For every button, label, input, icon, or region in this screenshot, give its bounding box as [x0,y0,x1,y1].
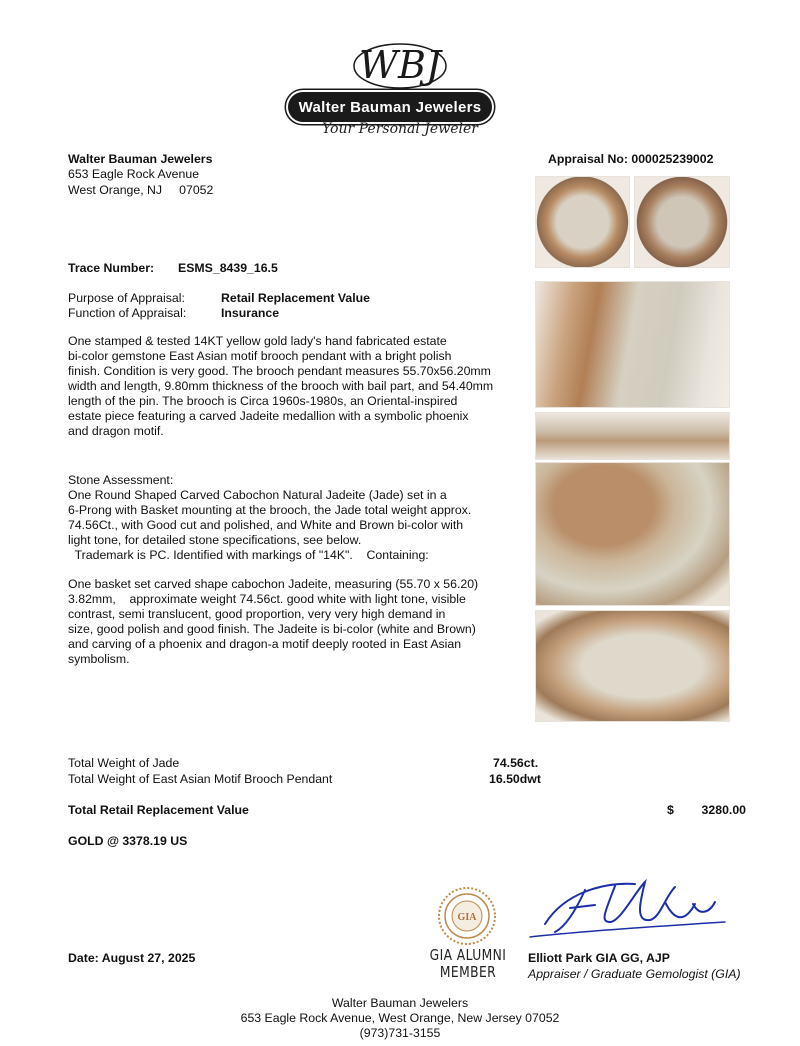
stone-assessment-line: 74.56Ct., with Good cut and polished, and White and Brown bi-color with [68,518,464,532]
phoenix-carving-photo [535,462,730,606]
business-name: Walter Bauman Jewelers [68,152,213,166]
address-line1: 653 Eagle Rock Avenue [68,167,200,181]
description-line: finish. Condition is very good. The brooch pendant measures 55.70x56.20mm [68,364,491,378]
signature-image [525,872,735,952]
function-label: Function of Appraisal: [68,306,187,320]
stone-assessment-line: One Round Shaped Carved Cabochon Natural Jadeite (Jade) set in a [68,488,447,502]
appraisal-number: Appraisal No: 000025239002 [548,152,714,166]
brooch-weight-value: 16.50dwt [489,772,541,786]
brooch-weight-label: Total Weight of East Asian Motif Brooch Pendant [68,772,333,786]
jade-weight-value: 74.56ct. [493,756,539,770]
description-line: estate piece featuring a carved Jadeite medallion with a symbolic phoenix [68,409,469,423]
stone-assessment-line: light tone, for detailed stone specifications, see below. [68,533,362,547]
appraisal-date: Date: August 27, 2025 [68,951,196,965]
gia-line2: MEMBER [439,963,497,981]
stone-detail-line: One basket set carved shape cabochon Jadeite, measuring (55.70 x 56.20) [68,577,479,591]
description-line: width and length, 9.80mm thickness of the brooch with bail part, and 54.40mm [68,379,494,393]
stone-detail-line: contrast, semi translucent, good proportion, very very high demand in [68,607,446,621]
brooch-pin-photo [535,281,730,408]
brooch-side-photo [535,412,730,460]
logo-banner [288,92,492,122]
retail-value: 3280.00 [701,803,746,817]
stone-detail [68,577,528,667]
trace-value: ESMS_8439_16.5 [178,261,278,275]
gia-alumni-text [429,947,508,981]
gia-line1: GIA ALUMNI [429,946,507,964]
stone-assessment [68,473,528,563]
item-description [68,334,528,439]
stone-assessment-line: Trademark is PC. Identified with markings of "14K". Containing: [68,548,429,562]
description-line: length of the pin. The brooch is Circa 1960s-1980s, an Oriental-inspired [68,394,458,408]
footer-name: Walter Bauman Jewelers [331,996,469,1010]
appraiser-name: Elliott Park GIA GG, AJP [528,951,670,965]
purpose-label: Purpose of Appraisal: [68,291,185,305]
jade-weight-label: Total Weight of Jade [68,756,180,770]
brooch-front-photo [535,176,630,268]
description-line: One stamped & tested 14KT yellow gold lady's hand fabricated estate [68,334,447,348]
stone-detail-line: size, good polish and good finish. The Jadeite is bi-color (white and Brown) [68,622,476,636]
retail-value-label: Total Retail Replacement Value [68,803,249,817]
footer-phone: (973)731-3155 [359,1026,441,1040]
brooch-back-photo [634,176,730,268]
wbj-monogram-logo [320,36,480,92]
stone-assessment-line: Stone Assessment: [68,473,174,487]
currency-symbol: $ [667,803,674,817]
gold-price: GOLD @ 3378.19 US [68,834,188,848]
stone-detail-line: symbolism. [68,652,130,666]
stone-assessment-line: 6-Prong with Basket mounting at the brooch, the Jade total weight approx. [68,503,472,517]
dragon-carving-photo [535,610,730,722]
appraiser-title: Appraiser / Graduate Gemologist (GIA) [528,967,741,981]
logo-banner-text: Walter Bauman Jewelers [298,98,482,116]
gia-seal-text: GIA [457,912,477,923]
address-line2: West Orange, NJ 07052 [68,183,214,197]
footer-address: 653 Eagle Rock Avenue, West Orange, New Jersey 07052 [240,1011,560,1025]
monogram-text: WBJ [358,43,442,87]
trace-label: Trace Number: [68,261,155,275]
stone-detail-line: 3.82mm, approximate weight 74.56ct. good white with light tone, visible [68,592,466,606]
logo-tagline: Your Personal Jeweler [322,121,478,137]
description-line: and dragon motif. [68,424,164,438]
stone-detail-line: and carving of a phoenix and dragon-a motif deeply rooted in East Asian [68,637,462,651]
gia-seal-icon [437,886,497,946]
footer [0,996,800,1041]
function-value: Insurance [221,306,280,320]
description-line: bi-color gemstone East Asian motif brooch pendant with a bright polish [68,349,452,363]
purpose-value: Retail Replacement Value [221,291,370,305]
